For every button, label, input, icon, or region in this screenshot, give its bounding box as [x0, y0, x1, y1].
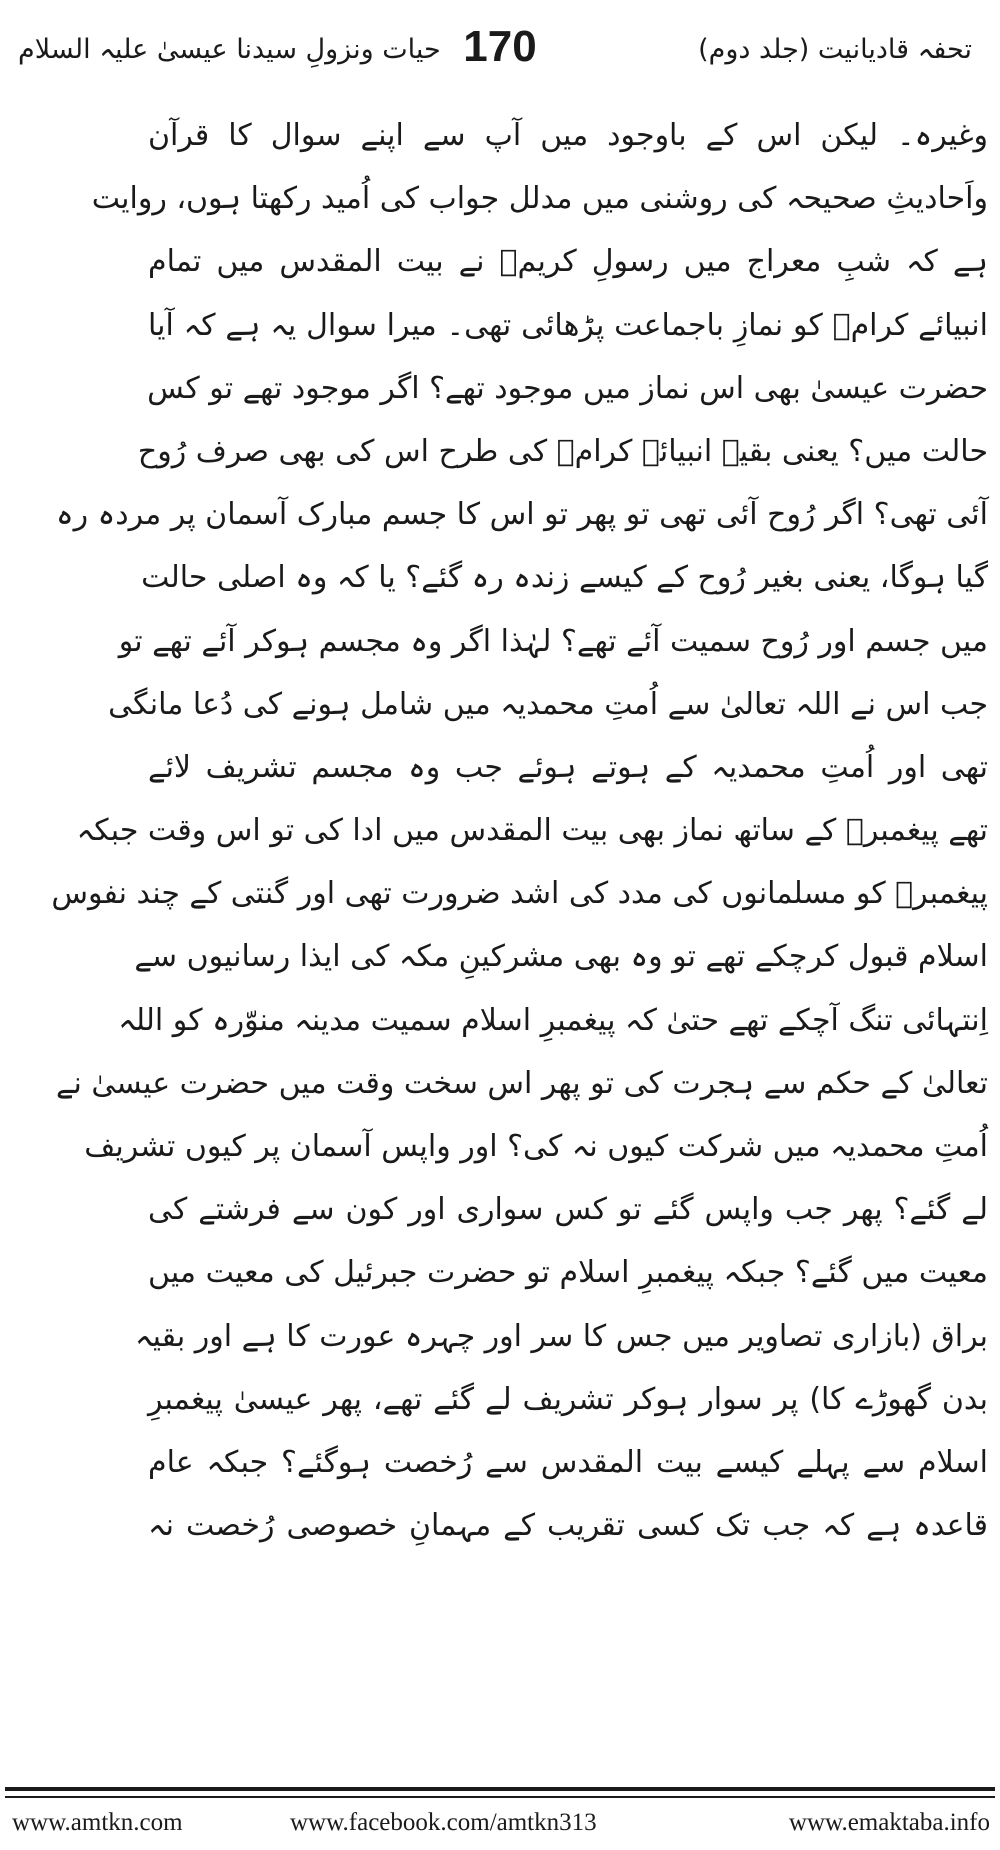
- text-line: بدن گھوڑے کا) پر سوار ہوکر تشریف لے گئے تھے، پھر عیسیٰ پیغمبرِ: [148, 1381, 988, 1417]
- page-footer: [0, 1805, 1000, 1845]
- text-line: وغیرہ۔ لیکن اس کے باوجود میں آپ سے اپنے سوال کا قرآن: [148, 118, 988, 153]
- text-line: لے گئے؟ پھر جب واپس گئے تو کس سواری اور کون سے فرشتے کی: [148, 1192, 988, 1228]
- text-line: تھی اور اُمتِ محمدیہ کے ہوتے ہوئے جب وہ مجسم تشریف لائے: [148, 749, 988, 785]
- text-line: حالت میں؟ یعنی بقیہ انبیائے کرامؑ کی طرح اس کی بھی صرف رُوح: [137, 433, 988, 469]
- chapter-title: حیات ونزولِ سیدنا عیسیٰ علیہ السلام: [18, 34, 441, 65]
- text-line: میں جسم اور رُوح سمیت آئے تھے؟ لہٰذا اگر وہ مجسم ہوکر آئے تھے تو: [118, 623, 988, 659]
- text-line: انبیائے کرامؑ کو نمازِ باجماعت پڑھائی تھی۔ میرا سوال یہ ہے کہ آیا: [148, 307, 988, 343]
- text-line: گیا ہوگا، یعنی بغیر رُوح کے کیسے زندہ رہ گئے؟ یا کہ وہ اصلی حالت: [141, 560, 988, 596]
- text-line: اُمتِ محمدیہ میں شرکت کیوں نہ کی؟ اور واپس آسمان پر کیوں تشریف: [84, 1129, 988, 1164]
- book-title: تحفہ قادیانیت (جلد دوم): [698, 34, 972, 65]
- footer-link-emaktaba[interactable]: www.emaktaba.info: [788, 1809, 990, 1836]
- text-line: قاعدہ ہے کہ جب تک کسی تقریب کے مہمانِ خصوصی رُخصت نہ: [148, 1508, 988, 1544]
- footer-divider-thin: [5, 1796, 995, 1798]
- text-line: واَحادیثِ صحیحہ کی روشنی میں مدلل جواب کی اُمید رکھتا ہوں، روایت: [91, 181, 988, 217]
- text-line: معیت میں گئے؟ جبکہ پیغمبرِ اسلام تو حضرت جبرئیل کی معیت میں: [148, 1255, 988, 1291]
- footer-link-amtkn[interactable]: www.amtkn.com: [12, 1809, 183, 1836]
- text-line: آئی تھی؟ اگر رُوح آئی تھی تو پھر تو اس کا جسم مبارک آسمان پر مردہ رہ: [56, 497, 988, 533]
- text-line: تعالیٰ کے حکم سے ہجرت کی تو پھر اس سخت وقت میں حضرت عیسیٰ نے: [55, 1065, 988, 1101]
- text-line: جب اس نے اللہ تعالیٰ سے اُمتِ محمدیہ میں شامل ہونے کی دُعا مانگی: [108, 686, 988, 722]
- text-line: اِنتہائی تنگ آچکے تھے حتیٰ کہ پیغمبرِ اسلام سمیت مدینہ منوّرہ کو اللہ: [118, 1002, 988, 1038]
- text-line: براق (بازاری تصاویر میں جس کا سر اور چہرہ عورت کا ہے اور بقیہ: [135, 1318, 988, 1354]
- body-text: [51, 104, 988, 1557]
- text-line: حضرت عیسیٰ بھی اس نماز میں موجود تھے؟ اگر موجود تھے تو کس: [147, 370, 988, 406]
- page-header: [0, 22, 1000, 92]
- text-line: ہے کہ شبِ معراج میں رسولِ کریمؐ نے بیت المقدس میں تمام: [148, 244, 988, 280]
- footer-divider-thick: [5, 1787, 995, 1791]
- text-line: پیغمبرؐ کو مسلمانوں کی مدد کی اشد ضرورت تھی اور گنتی کے چند نفوس: [51, 876, 988, 912]
- text-line: تھے پیغمبرؐ کے ساتھ نماز بھی بیت المقدس میں ادا کی تو اس وقت جبکہ: [76, 813, 988, 849]
- text-line: اسلام سے پہلے کیسے بیت المقدس سے رُخصت ہوگئے؟ جبکہ عام: [148, 1444, 988, 1480]
- footer-link-facebook[interactable]: www.facebook.com/amtkn313: [290, 1809, 597, 1836]
- text-line: اسلام قبول کرچکے تھے تو وہ بھی مشرکینِ مکہ کی ایذا رسانیوں سے: [134, 939, 988, 975]
- page-number: 170: [463, 22, 537, 71]
